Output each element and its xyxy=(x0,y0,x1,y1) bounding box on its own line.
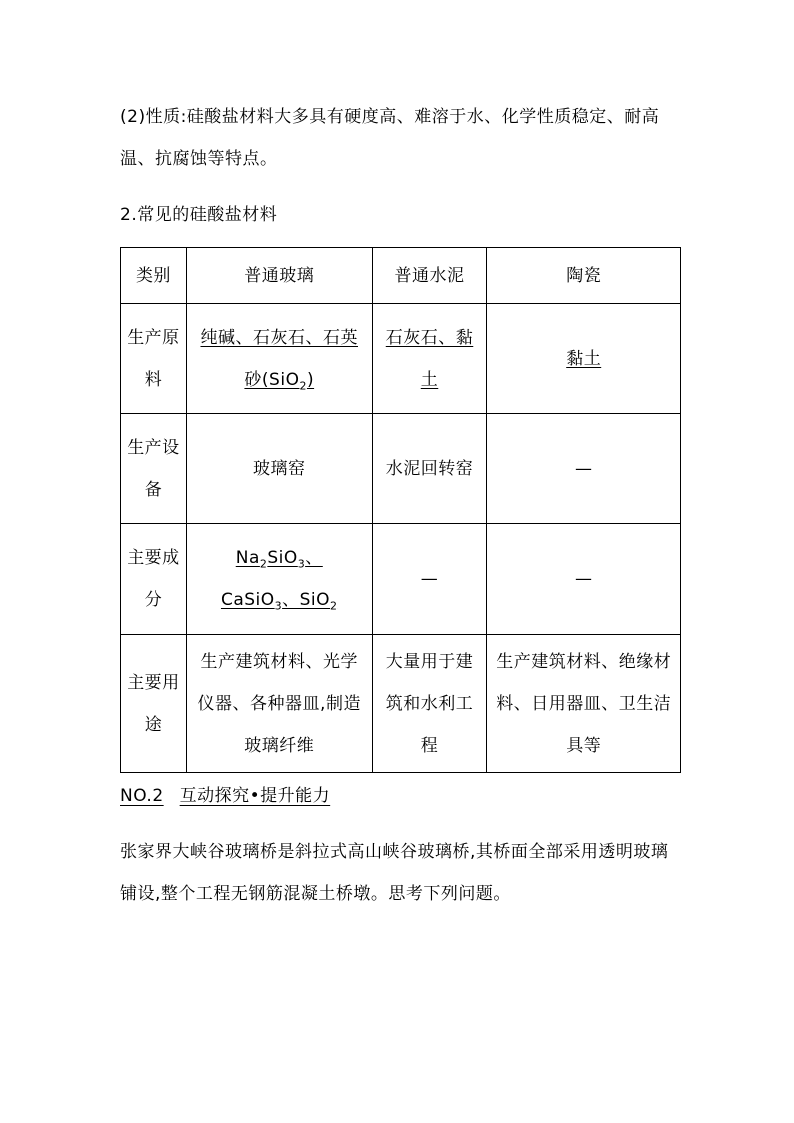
glass-main-components: $Na_2SiO_3$、 CaSiO$_3$、SiO$_2$ xyxy=(186,524,372,635)
header-ordinary-cement: 普通水泥 xyxy=(372,248,487,304)
silicate-materials-table xyxy=(120,247,681,773)
glass-main-uses: 生产建筑材料、光学仪器、各种器皿,制造玻璃纤维 xyxy=(186,635,372,773)
ceramic-main-uses: 生产建筑材料、绝缘材料、日用器皿、卫生洁具等 xyxy=(487,635,681,773)
section-code: NO.2 xyxy=(120,786,164,806)
header-ceramics: 陶瓷 xyxy=(487,248,681,304)
row-label-main-uses: 主要用途 xyxy=(121,635,187,773)
glass-equipment: 玻璃窑 xyxy=(186,414,372,524)
cement-equipment: 水泥回转窑 xyxy=(372,414,487,524)
section-title-text: 互动探究•提升能力 xyxy=(179,786,331,806)
cement-main-components: — xyxy=(372,524,487,635)
ceramic-equipment: — xyxy=(487,414,681,524)
glass-bridge-paragraph: 张家界大峡谷玻璃桥是斜拉式高山峡谷玻璃桥,其桥面全部采用透明玻璃铺设,整个工程无钢筋混凝土桥墩。思考下列问题。 xyxy=(120,842,669,904)
table-row-main-uses xyxy=(121,635,681,773)
section-heading-common-silicate-materials: 2.常见的硅酸盐材料 xyxy=(120,205,278,225)
table-row-equipment xyxy=(121,414,681,524)
row-label-raw-materials: 生产原料 xyxy=(121,304,187,414)
header-ordinary-glass: 普通玻璃 xyxy=(186,248,372,304)
ceramic-raw-materials: 黏土 xyxy=(487,304,681,414)
property-paragraph: (2)性质:硅酸盐材料大多具有硬度高、难溶于水、化学性质稳定、耐高温、抗腐蚀等特点。 xyxy=(120,107,660,169)
table-header-row xyxy=(121,248,681,304)
ceramic-main-components: — xyxy=(487,524,681,635)
table-row-main-components xyxy=(121,524,681,635)
section-title xyxy=(120,783,330,809)
table-row-raw-materials xyxy=(121,304,681,414)
row-label-equipment: 生产设备 xyxy=(121,414,187,524)
header-category: 类别 xyxy=(121,248,187,304)
row-label-main-components: 主要成分 xyxy=(121,524,187,635)
cement-raw-materials: 石灰石、黏土 xyxy=(372,304,487,414)
cement-main-uses: 大量用于建筑和水利工程 xyxy=(372,635,487,773)
glass-raw-materials: 纯碱、石灰石、石英砂(SiO$_2$) xyxy=(186,304,372,414)
